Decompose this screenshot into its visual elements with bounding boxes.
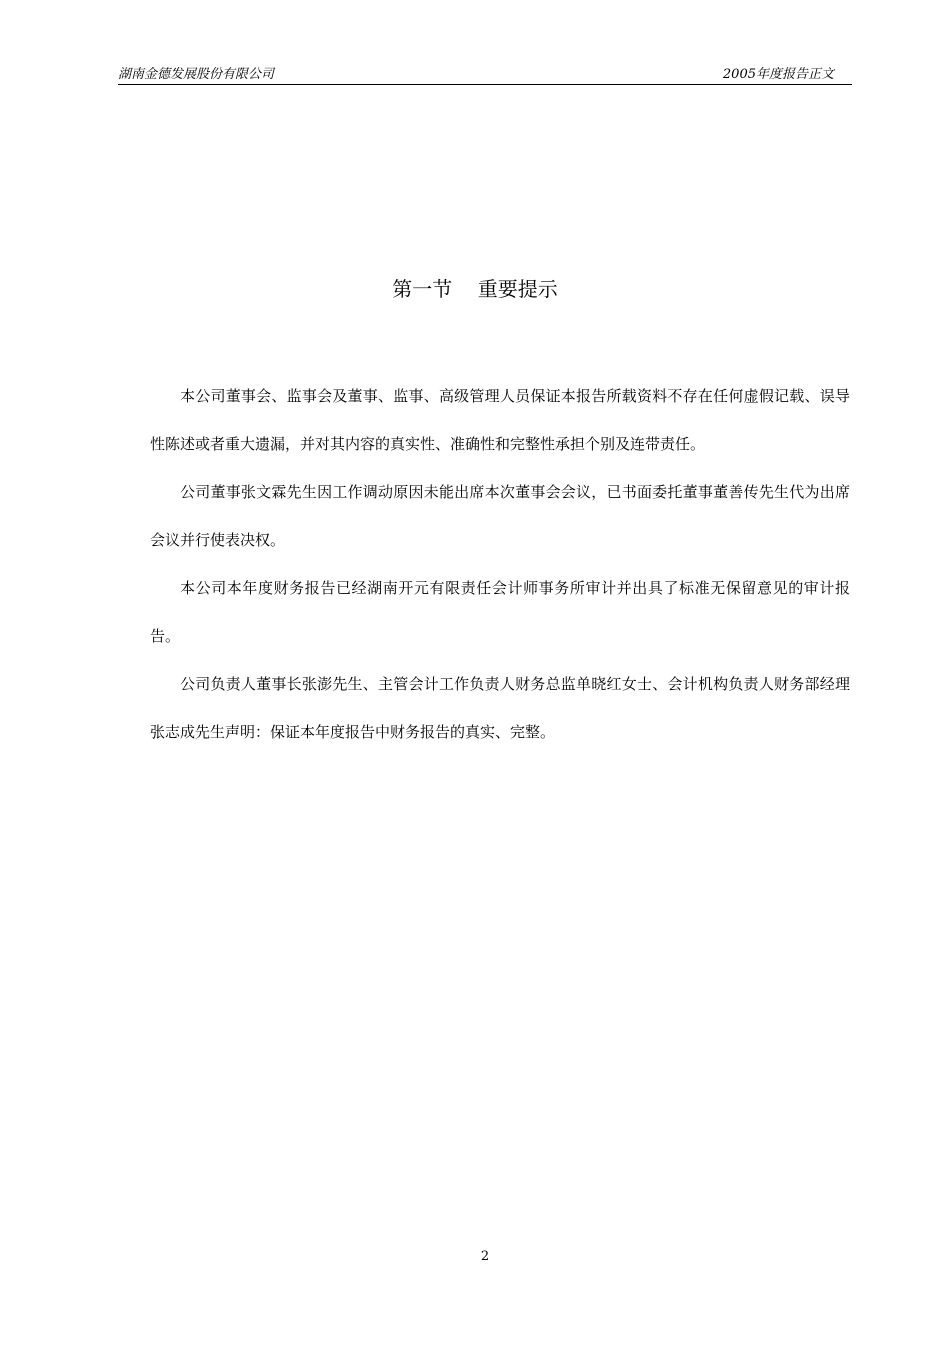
page-header [118,66,852,85]
section-title: 第一节 重要提示 [392,277,558,301]
paragraph-responsible-statement: 公司负责人董事长张澎先生、主管会计工作负责人财务总监单晓红女士、会计机构负责人财务部经理张志成先生声明：保证本年度报告中财务报告的真实、完整。 [150,675,850,741]
header-report-title: 2005年度报告正文 [722,67,834,82]
header-company-name: 湖南金德发展股份有限公司 [118,67,275,82]
page-number: 2 [480,1249,490,1264]
paragraph-director-proxy: 公司董事张文霖先生因工作调动原因未能出席本次董事会会议，已书面委托董事董善传先生代为出席会议并行使表决权。 [150,483,850,549]
body-text [150,372,850,756]
paragraph-board-guarantee: 本公司董事会、监事会及董事、监事、高级管理人员保证本报告所载资料不存在任何虚假记载、误导性陈述或者重大遗漏，并对其内容的真实性、准确性和完整性承担个别及连带责任。 [150,387,850,453]
paragraph-audit-opinion: 本公司本年度财务报告已经湖南开元有限责任会计师事务所审计并出具了标准无保留意见的审计报告。 [150,579,850,645]
